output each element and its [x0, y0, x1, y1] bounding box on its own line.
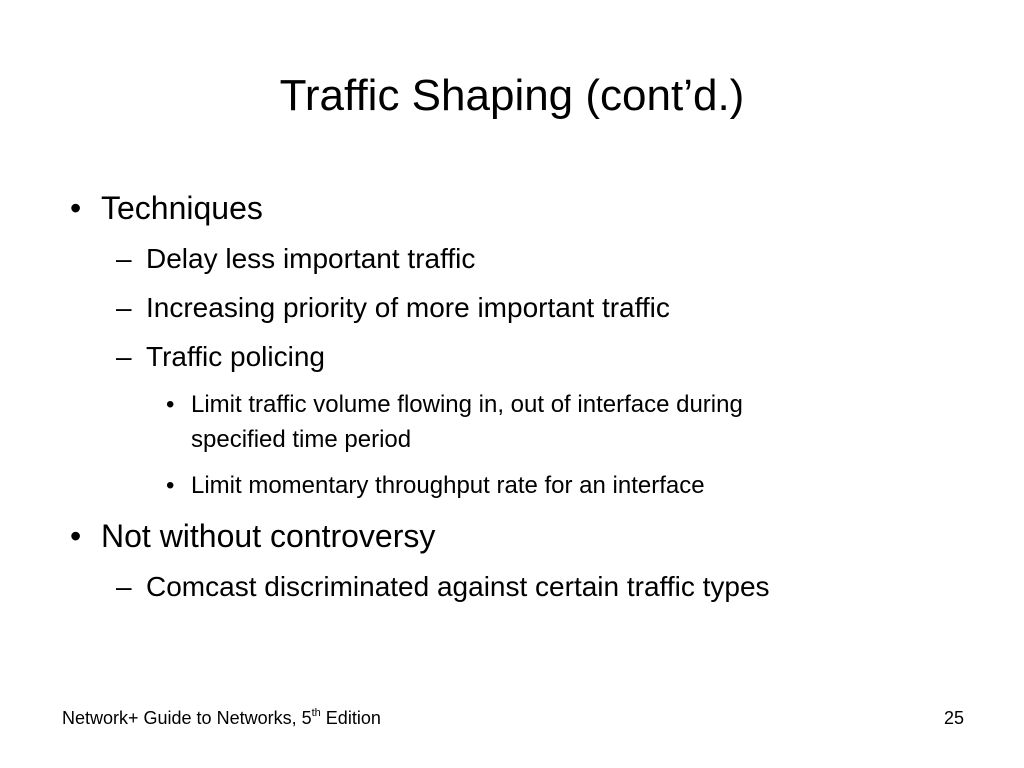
dash-marker: –	[116, 571, 132, 602]
footer-book-title	[62, 706, 381, 730]
footer-title-superscript: th	[311, 707, 321, 719]
slide-title: Traffic Shaping (cont’d.)	[279, 71, 745, 120]
bullet-text: Techniques	[101, 190, 263, 226]
footer-title-main: Network+ Guide to Networks, 5	[62, 708, 312, 728]
bullet-marker: •	[166, 391, 175, 418]
page-number: 25	[943, 708, 964, 728]
dash-marker: –	[116, 292, 132, 323]
bullet-text: Not without controversy	[101, 518, 436, 554]
sub-bullet-text: Comcast discriminated against certain traffic types	[146, 571, 770, 602]
footer-title-edition: Edition	[320, 708, 381, 728]
sub-sub-bullet-text-line1: Limit traffic volume flowing in, out of interface during	[191, 391, 743, 418]
dash-marker: –	[116, 243, 132, 274]
sub-bullet-text: Delay less important traffic	[146, 243, 476, 274]
sub-bullet-text: Increasing priority of more important traffic	[146, 292, 670, 323]
bullet-marker: •	[166, 472, 175, 499]
sub-sub-bullet-text-line2: specified time period	[191, 426, 412, 453]
bullet-marker: •	[70, 190, 82, 226]
sub-sub-bullet-text-line1: Limit momentary throughput rate for an interface	[191, 472, 705, 499]
bullet-marker: •	[70, 518, 82, 554]
dash-marker: –	[116, 341, 132, 372]
sub-bullet-text: Traffic policing	[146, 341, 325, 372]
